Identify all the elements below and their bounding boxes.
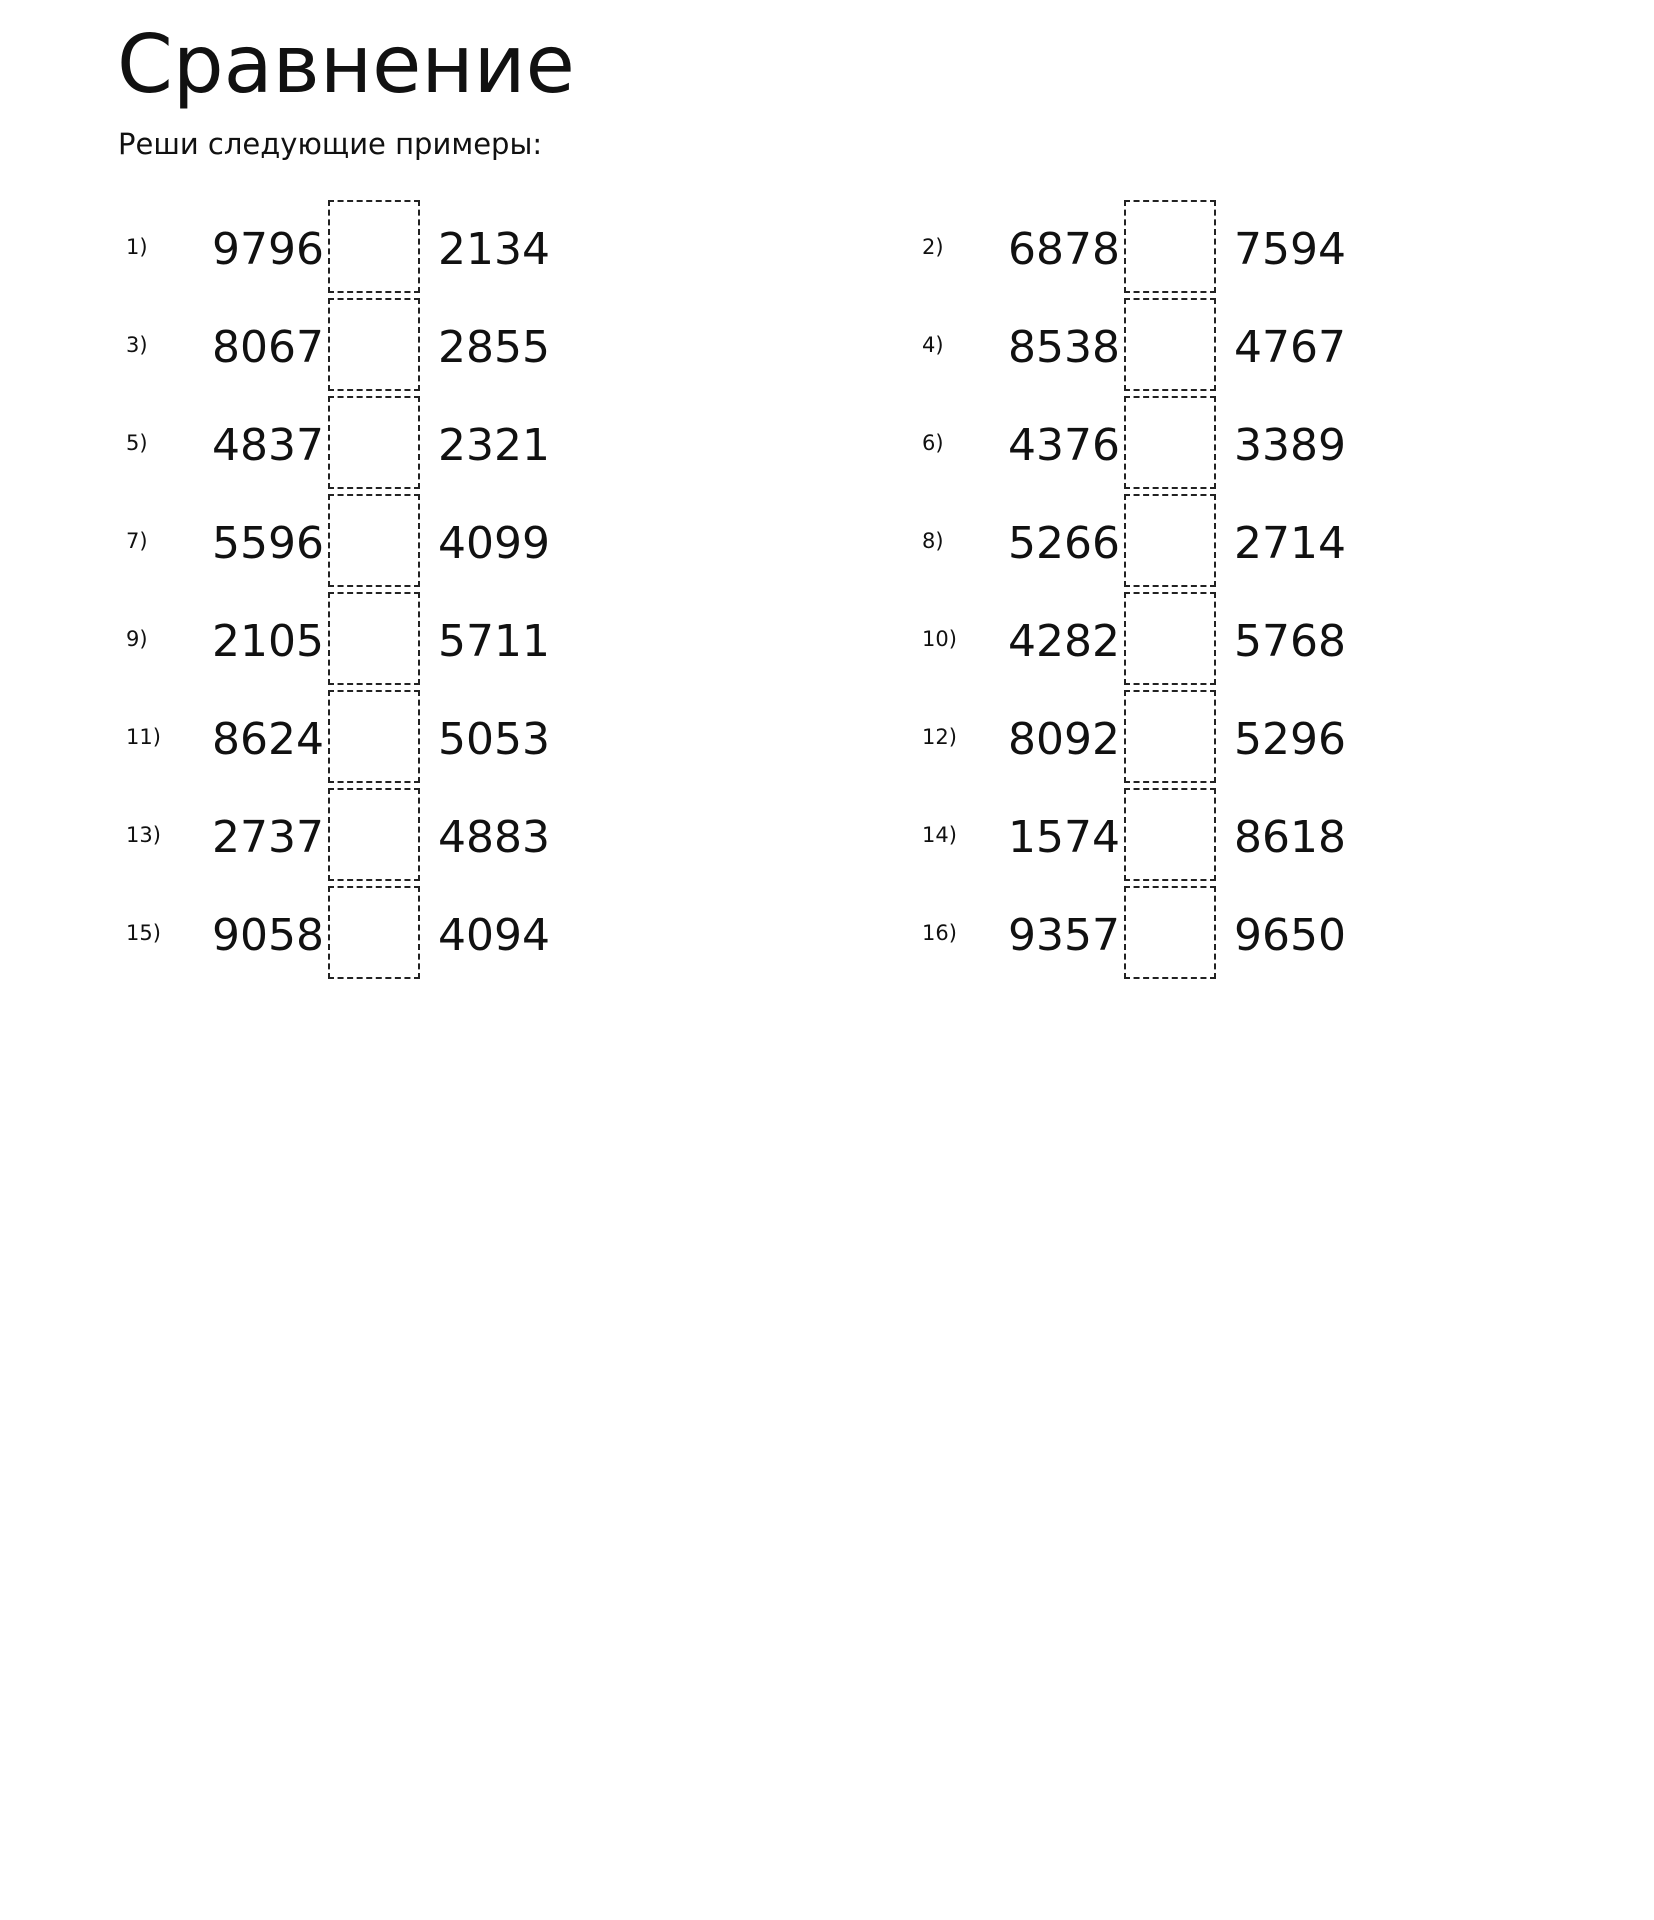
right-operand: 2855 — [438, 322, 550, 373]
answer-box[interactable] — [328, 298, 420, 391]
left-operand: 8092 — [1008, 714, 1120, 765]
problem-number: 9) — [126, 627, 148, 651]
left-operand: 9058 — [212, 910, 324, 961]
problem-item — [126, 690, 726, 788]
problem-item — [126, 396, 726, 494]
problem-number: 6) — [922, 431, 944, 455]
answer-box[interactable] — [328, 788, 420, 881]
left-operand: 5596 — [212, 518, 324, 569]
right-operand: 2321 — [438, 420, 550, 471]
answer-box[interactable] — [328, 396, 420, 489]
left-operand: 4282 — [1008, 616, 1120, 667]
problem-item — [922, 298, 1522, 396]
problem-number: 11) — [126, 725, 161, 749]
problem-number: 14) — [922, 823, 957, 847]
problem-number: 12) — [922, 725, 957, 749]
left-operand: 2737 — [212, 812, 324, 863]
problem-number: 15) — [126, 921, 161, 945]
left-operand: 4837 — [212, 420, 324, 471]
problem-item — [922, 494, 1522, 592]
right-operand: 2134 — [438, 224, 550, 275]
answer-box[interactable] — [1124, 494, 1216, 587]
left-operand: 4376 — [1008, 420, 1120, 471]
problem-item — [922, 200, 1522, 298]
problem-item — [126, 298, 726, 396]
answer-box[interactable] — [328, 200, 420, 293]
problem-number: 5) — [126, 431, 148, 455]
problem-item — [922, 886, 1522, 984]
page-title: Сравнение — [117, 18, 575, 111]
right-operand: 5296 — [1234, 714, 1346, 765]
problem-number: 2) — [922, 235, 944, 259]
problem-item — [126, 886, 726, 984]
left-operand: 5266 — [1008, 518, 1120, 569]
right-operand: 5768 — [1234, 616, 1346, 667]
answer-box[interactable] — [1124, 788, 1216, 881]
right-operand: 8618 — [1234, 812, 1346, 863]
problem-item — [126, 788, 726, 886]
left-operand: 8067 — [212, 322, 324, 373]
left-operand: 8624 — [212, 714, 324, 765]
instruction-text: Реши следующие примеры: — [118, 127, 543, 161]
problem-item — [126, 592, 726, 690]
problem-number: 1) — [126, 235, 148, 259]
left-operand: 8538 — [1008, 322, 1120, 373]
right-operand: 7594 — [1234, 224, 1346, 275]
right-operand: 2714 — [1234, 518, 1346, 569]
problem-item — [922, 592, 1522, 690]
left-operand: 1574 — [1008, 812, 1120, 863]
answer-box[interactable] — [328, 494, 420, 587]
problem-number: 4) — [922, 333, 944, 357]
right-operand: 4094 — [438, 910, 550, 961]
left-operand: 2105 — [212, 616, 324, 667]
answer-box[interactable] — [1124, 298, 1216, 391]
right-operand: 9650 — [1234, 910, 1346, 961]
problem-item — [922, 788, 1522, 886]
answer-box[interactable] — [1124, 886, 1216, 979]
problem-number: 3) — [126, 333, 148, 357]
problem-number: 7) — [126, 529, 148, 553]
answer-box[interactable] — [1124, 690, 1216, 783]
problem-item — [922, 396, 1522, 494]
answer-box[interactable] — [1124, 396, 1216, 489]
answer-box[interactable] — [1124, 592, 1216, 685]
answer-box[interactable] — [328, 886, 420, 979]
right-operand: 4883 — [438, 812, 550, 863]
left-operand: 6878 — [1008, 224, 1120, 275]
problem-number: 16) — [922, 921, 957, 945]
answer-box[interactable] — [1124, 200, 1216, 293]
right-operand: 4767 — [1234, 322, 1346, 373]
answer-box[interactable] — [328, 592, 420, 685]
problem-item — [126, 494, 726, 592]
problem-item — [126, 200, 726, 298]
problem-number: 10) — [922, 627, 957, 651]
right-operand: 4099 — [438, 518, 550, 569]
answer-box[interactable] — [328, 690, 420, 783]
left-operand: 9796 — [212, 224, 324, 275]
right-operand: 3389 — [1234, 420, 1346, 471]
right-operand: 5711 — [438, 616, 550, 667]
problem-item — [922, 690, 1522, 788]
left-operand: 9357 — [1008, 910, 1120, 961]
problem-number: 8) — [922, 529, 944, 553]
problem-number: 13) — [126, 823, 161, 847]
right-operand: 5053 — [438, 714, 550, 765]
